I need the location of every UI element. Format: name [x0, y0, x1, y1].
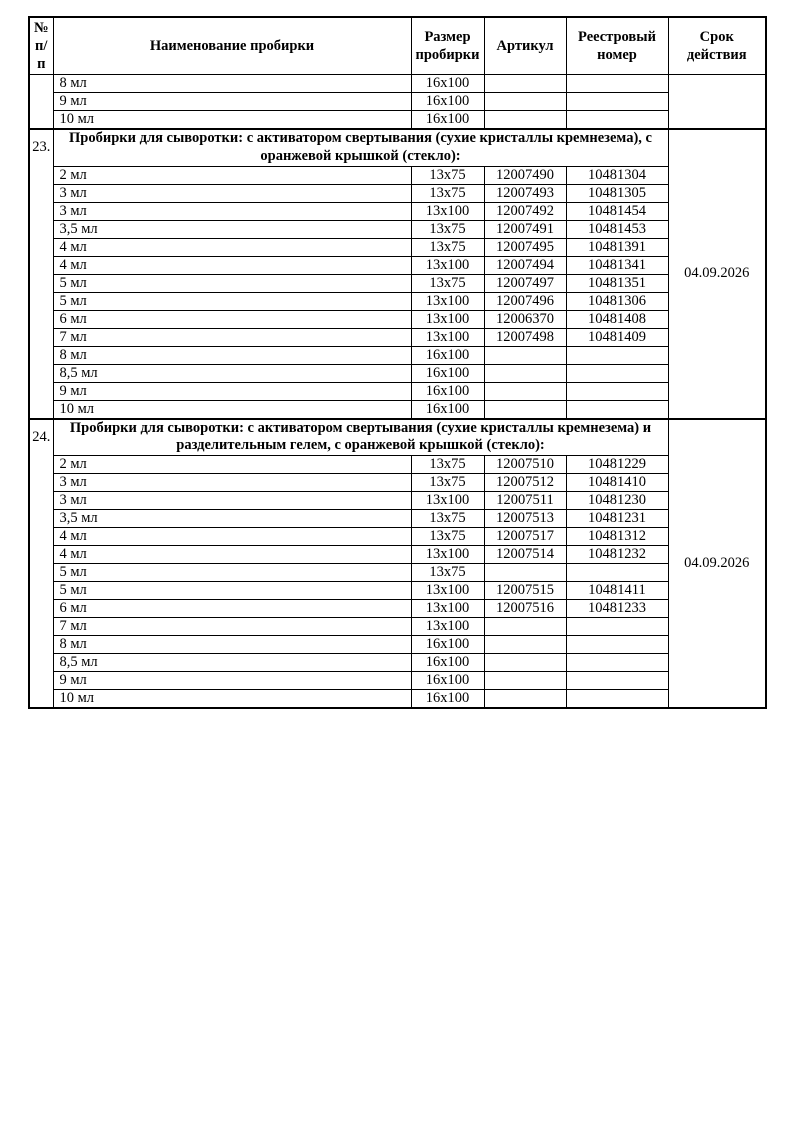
cell-tube-size: 13x75 — [411, 166, 484, 184]
cell-tube-size: 13x75 — [411, 510, 484, 528]
table-row — [29, 582, 766, 600]
cell-tube-size: 13x75 — [411, 474, 484, 492]
cell-article: 12007510 — [484, 456, 566, 474]
cell-article: 12007516 — [484, 600, 566, 618]
table-row — [29, 564, 766, 582]
cell-article: 12007494 — [484, 256, 566, 274]
table-body — [29, 75, 766, 709]
table-row — [29, 111, 766, 130]
cell-tube-name: 2 мл — [53, 456, 411, 474]
cell-registry-number: 10481232 — [566, 546, 668, 564]
cell-article: 12007513 — [484, 510, 566, 528]
cell-tube-name: 6 мл — [53, 600, 411, 618]
cell-registry-number — [566, 672, 668, 690]
cell-registry-number — [566, 346, 668, 364]
cell-registry-number: 10481351 — [566, 274, 668, 292]
cell-tube-size: 13x100 — [411, 292, 484, 310]
cell-article: 12007492 — [484, 202, 566, 220]
registry-table — [28, 16, 767, 709]
cell-article: 12007493 — [484, 184, 566, 202]
table-row — [29, 510, 766, 528]
cell-article — [484, 618, 566, 636]
cell-registry-number — [566, 75, 668, 93]
cell-tube-name: 10 мл — [53, 690, 411, 709]
cell-article: 12007490 — [484, 166, 566, 184]
cell-tube-size: 13x100 — [411, 328, 484, 346]
table-row — [29, 474, 766, 492]
header-cell-size: Размер пробирки — [411, 17, 484, 75]
cell-tube-name: 3 мл — [53, 184, 411, 202]
cell-tube-name: 8,5 мл — [53, 654, 411, 672]
cell-article: 12007491 — [484, 220, 566, 238]
header-row — [29, 17, 766, 75]
cell-article: 12007497 — [484, 274, 566, 292]
cell-tube-size: 13x100 — [411, 546, 484, 564]
cell-registry-number — [566, 618, 668, 636]
cell-article: 12007495 — [484, 238, 566, 256]
cell-article — [484, 382, 566, 400]
cell-tube-size: 16x100 — [411, 382, 484, 400]
cell-registry-number — [566, 93, 668, 111]
section-number-cell — [29, 75, 53, 130]
cell-tube-name: 10 мл — [53, 400, 411, 419]
table-row — [29, 256, 766, 274]
cell-tube-size: 13x100 — [411, 618, 484, 636]
section-number-cell: 24. — [29, 419, 53, 709]
cell-registry-number: 10481312 — [566, 528, 668, 546]
cell-article — [484, 690, 566, 709]
cell-registry-number: 10481454 — [566, 202, 668, 220]
table-row — [29, 93, 766, 111]
cell-registry-number — [566, 564, 668, 582]
cell-registry-number — [566, 382, 668, 400]
cell-tube-name: 6 мл — [53, 310, 411, 328]
table-row — [29, 184, 766, 202]
section-title: Пробирки для сыворотки: с активатором свертывания (сухие кристаллы кремнезема) и разделительным гелем, с оранжевой крышкой (стекло): — [53, 419, 668, 456]
cell-tube-size: 13x100 — [411, 582, 484, 600]
table-row — [29, 75, 766, 93]
section-number-cell: 23. — [29, 129, 53, 419]
cell-tube-name: 8,5 мл — [53, 364, 411, 382]
table-row — [29, 310, 766, 328]
validity-date-cell — [668, 75, 766, 130]
cell-tube-size: 13x75 — [411, 564, 484, 582]
cell-tube-name: 9 мл — [53, 672, 411, 690]
cell-article — [484, 111, 566, 130]
table-row — [29, 618, 766, 636]
cell-article: 12007496 — [484, 292, 566, 310]
validity-date-cell: 04.09.2026 — [668, 419, 766, 709]
cell-tube-size: 13x75 — [411, 238, 484, 256]
table-row — [29, 166, 766, 184]
cell-registry-number: 10481230 — [566, 492, 668, 510]
cell-tube-name: 4 мл — [53, 238, 411, 256]
cell-tube-name: 7 мл — [53, 328, 411, 346]
cell-registry-number: 10481341 — [566, 256, 668, 274]
cell-registry-number: 10481409 — [566, 328, 668, 346]
cell-tube-size: 13x100 — [411, 202, 484, 220]
cell-tube-size: 16x100 — [411, 75, 484, 93]
cell-tube-name: 7 мл — [53, 618, 411, 636]
cell-tube-name: 4 мл — [53, 256, 411, 274]
cell-article: 12007498 — [484, 328, 566, 346]
cell-tube-size: 16x100 — [411, 346, 484, 364]
cell-article — [484, 564, 566, 582]
cell-registry-number — [566, 364, 668, 382]
cell-tube-size: 16x100 — [411, 690, 484, 709]
table-row — [29, 202, 766, 220]
cell-tube-size: 16x100 — [411, 93, 484, 111]
cell-tube-name: 2 мл — [53, 166, 411, 184]
cell-tube-size: 16x100 — [411, 654, 484, 672]
cell-tube-size: 16x100 — [411, 672, 484, 690]
cell-article: 12007511 — [484, 492, 566, 510]
cell-article: 12007514 — [484, 546, 566, 564]
cell-tube-name: 5 мл — [53, 582, 411, 600]
header-cell-article: Артикул — [484, 17, 566, 75]
cell-tube-name: 5 мл — [53, 564, 411, 582]
section-title: Пробирки для сыворотки: с активатором свертывания (сухие кристаллы кремнезема), с оранжевой крышкой (стекло): — [53, 129, 668, 166]
table-row — [29, 292, 766, 310]
cell-registry-number: 10481229 — [566, 456, 668, 474]
cell-tube-name: 3 мл — [53, 202, 411, 220]
cell-article — [484, 75, 566, 93]
cell-registry-number: 10481304 — [566, 166, 668, 184]
cell-tube-name: 3 мл — [53, 474, 411, 492]
table-row — [29, 600, 766, 618]
cell-tube-name: 5 мл — [53, 274, 411, 292]
table-row — [29, 636, 766, 654]
cell-tube-name: 10 мл — [53, 111, 411, 130]
table-row — [29, 672, 766, 690]
cell-tube-name: 3 мл — [53, 492, 411, 510]
header-cell-name: Наименование пробирки — [53, 17, 411, 75]
table-row — [29, 492, 766, 510]
cell-registry-number: 10481391 — [566, 238, 668, 256]
cell-registry-number: 10481453 — [566, 220, 668, 238]
cell-tube-name: 4 мл — [53, 528, 411, 546]
cell-tube-size: 16x100 — [411, 111, 484, 130]
cell-tube-size: 13x75 — [411, 184, 484, 202]
cell-tube-name: 4 мл — [53, 546, 411, 564]
cell-tube-size: 16x100 — [411, 636, 484, 654]
table-row — [29, 346, 766, 364]
cell-article: 12007517 — [484, 528, 566, 546]
cell-tube-size: 13x100 — [411, 310, 484, 328]
cell-article: 12007512 — [484, 474, 566, 492]
header-cell-validity: Срок действия — [668, 17, 766, 75]
table-row — [29, 528, 766, 546]
table-row — [29, 220, 766, 238]
cell-tube-size: 13x100 — [411, 256, 484, 274]
validity-date-cell: 04.09.2026 — [668, 129, 766, 419]
cell-registry-number — [566, 654, 668, 672]
table-row — [29, 274, 766, 292]
table-header — [29, 17, 766, 75]
cell-tube-size: 13x100 — [411, 600, 484, 618]
cell-article — [484, 93, 566, 111]
cell-tube-size: 13x75 — [411, 456, 484, 474]
table-row — [29, 382, 766, 400]
cell-tube-name: 5 мл — [53, 292, 411, 310]
table-row — [29, 546, 766, 564]
cell-article — [484, 672, 566, 690]
cell-article — [484, 346, 566, 364]
cell-tube-size: 13x75 — [411, 274, 484, 292]
cell-registry-number — [566, 690, 668, 709]
cell-registry-number: 10481306 — [566, 292, 668, 310]
header-cell-registry: Реестровый номер — [566, 17, 668, 75]
cell-article — [484, 400, 566, 419]
cell-article: 12006370 — [484, 310, 566, 328]
cell-registry-number — [566, 636, 668, 654]
cell-tube-name: 9 мл — [53, 93, 411, 111]
cell-registry-number: 10481411 — [566, 582, 668, 600]
cell-tube-size: 16x100 — [411, 400, 484, 419]
cell-tube-size: 13x100 — [411, 492, 484, 510]
cell-article: 12007515 — [484, 582, 566, 600]
section-header-row — [29, 129, 766, 166]
cell-tube-name: 3,5 мл — [53, 220, 411, 238]
cell-registry-number — [566, 111, 668, 130]
cell-article — [484, 654, 566, 672]
cell-tube-name: 8 мл — [53, 346, 411, 364]
cell-tube-name: 8 мл — [53, 636, 411, 654]
table-row — [29, 238, 766, 256]
section-header-row — [29, 419, 766, 456]
cell-registry-number: 10481305 — [566, 184, 668, 202]
cell-registry-number: 10481233 — [566, 600, 668, 618]
table-row — [29, 654, 766, 672]
table-row — [29, 364, 766, 382]
table-row — [29, 456, 766, 474]
cell-article — [484, 364, 566, 382]
cell-article — [484, 636, 566, 654]
table-row — [29, 400, 766, 419]
header-cell-number: № п/п — [29, 17, 53, 75]
cell-tube-name: 9 мл — [53, 382, 411, 400]
cell-tube-name: 8 мл — [53, 75, 411, 93]
cell-registry-number: 10481408 — [566, 310, 668, 328]
cell-tube-size: 16x100 — [411, 364, 484, 382]
cell-registry-number: 10481410 — [566, 474, 668, 492]
cell-tube-name: 3,5 мл — [53, 510, 411, 528]
cell-registry-number: 10481231 — [566, 510, 668, 528]
cell-registry-number — [566, 400, 668, 419]
cell-tube-size: 13x75 — [411, 220, 484, 238]
cell-tube-size: 13x75 — [411, 528, 484, 546]
table-row — [29, 690, 766, 709]
table-row — [29, 328, 766, 346]
